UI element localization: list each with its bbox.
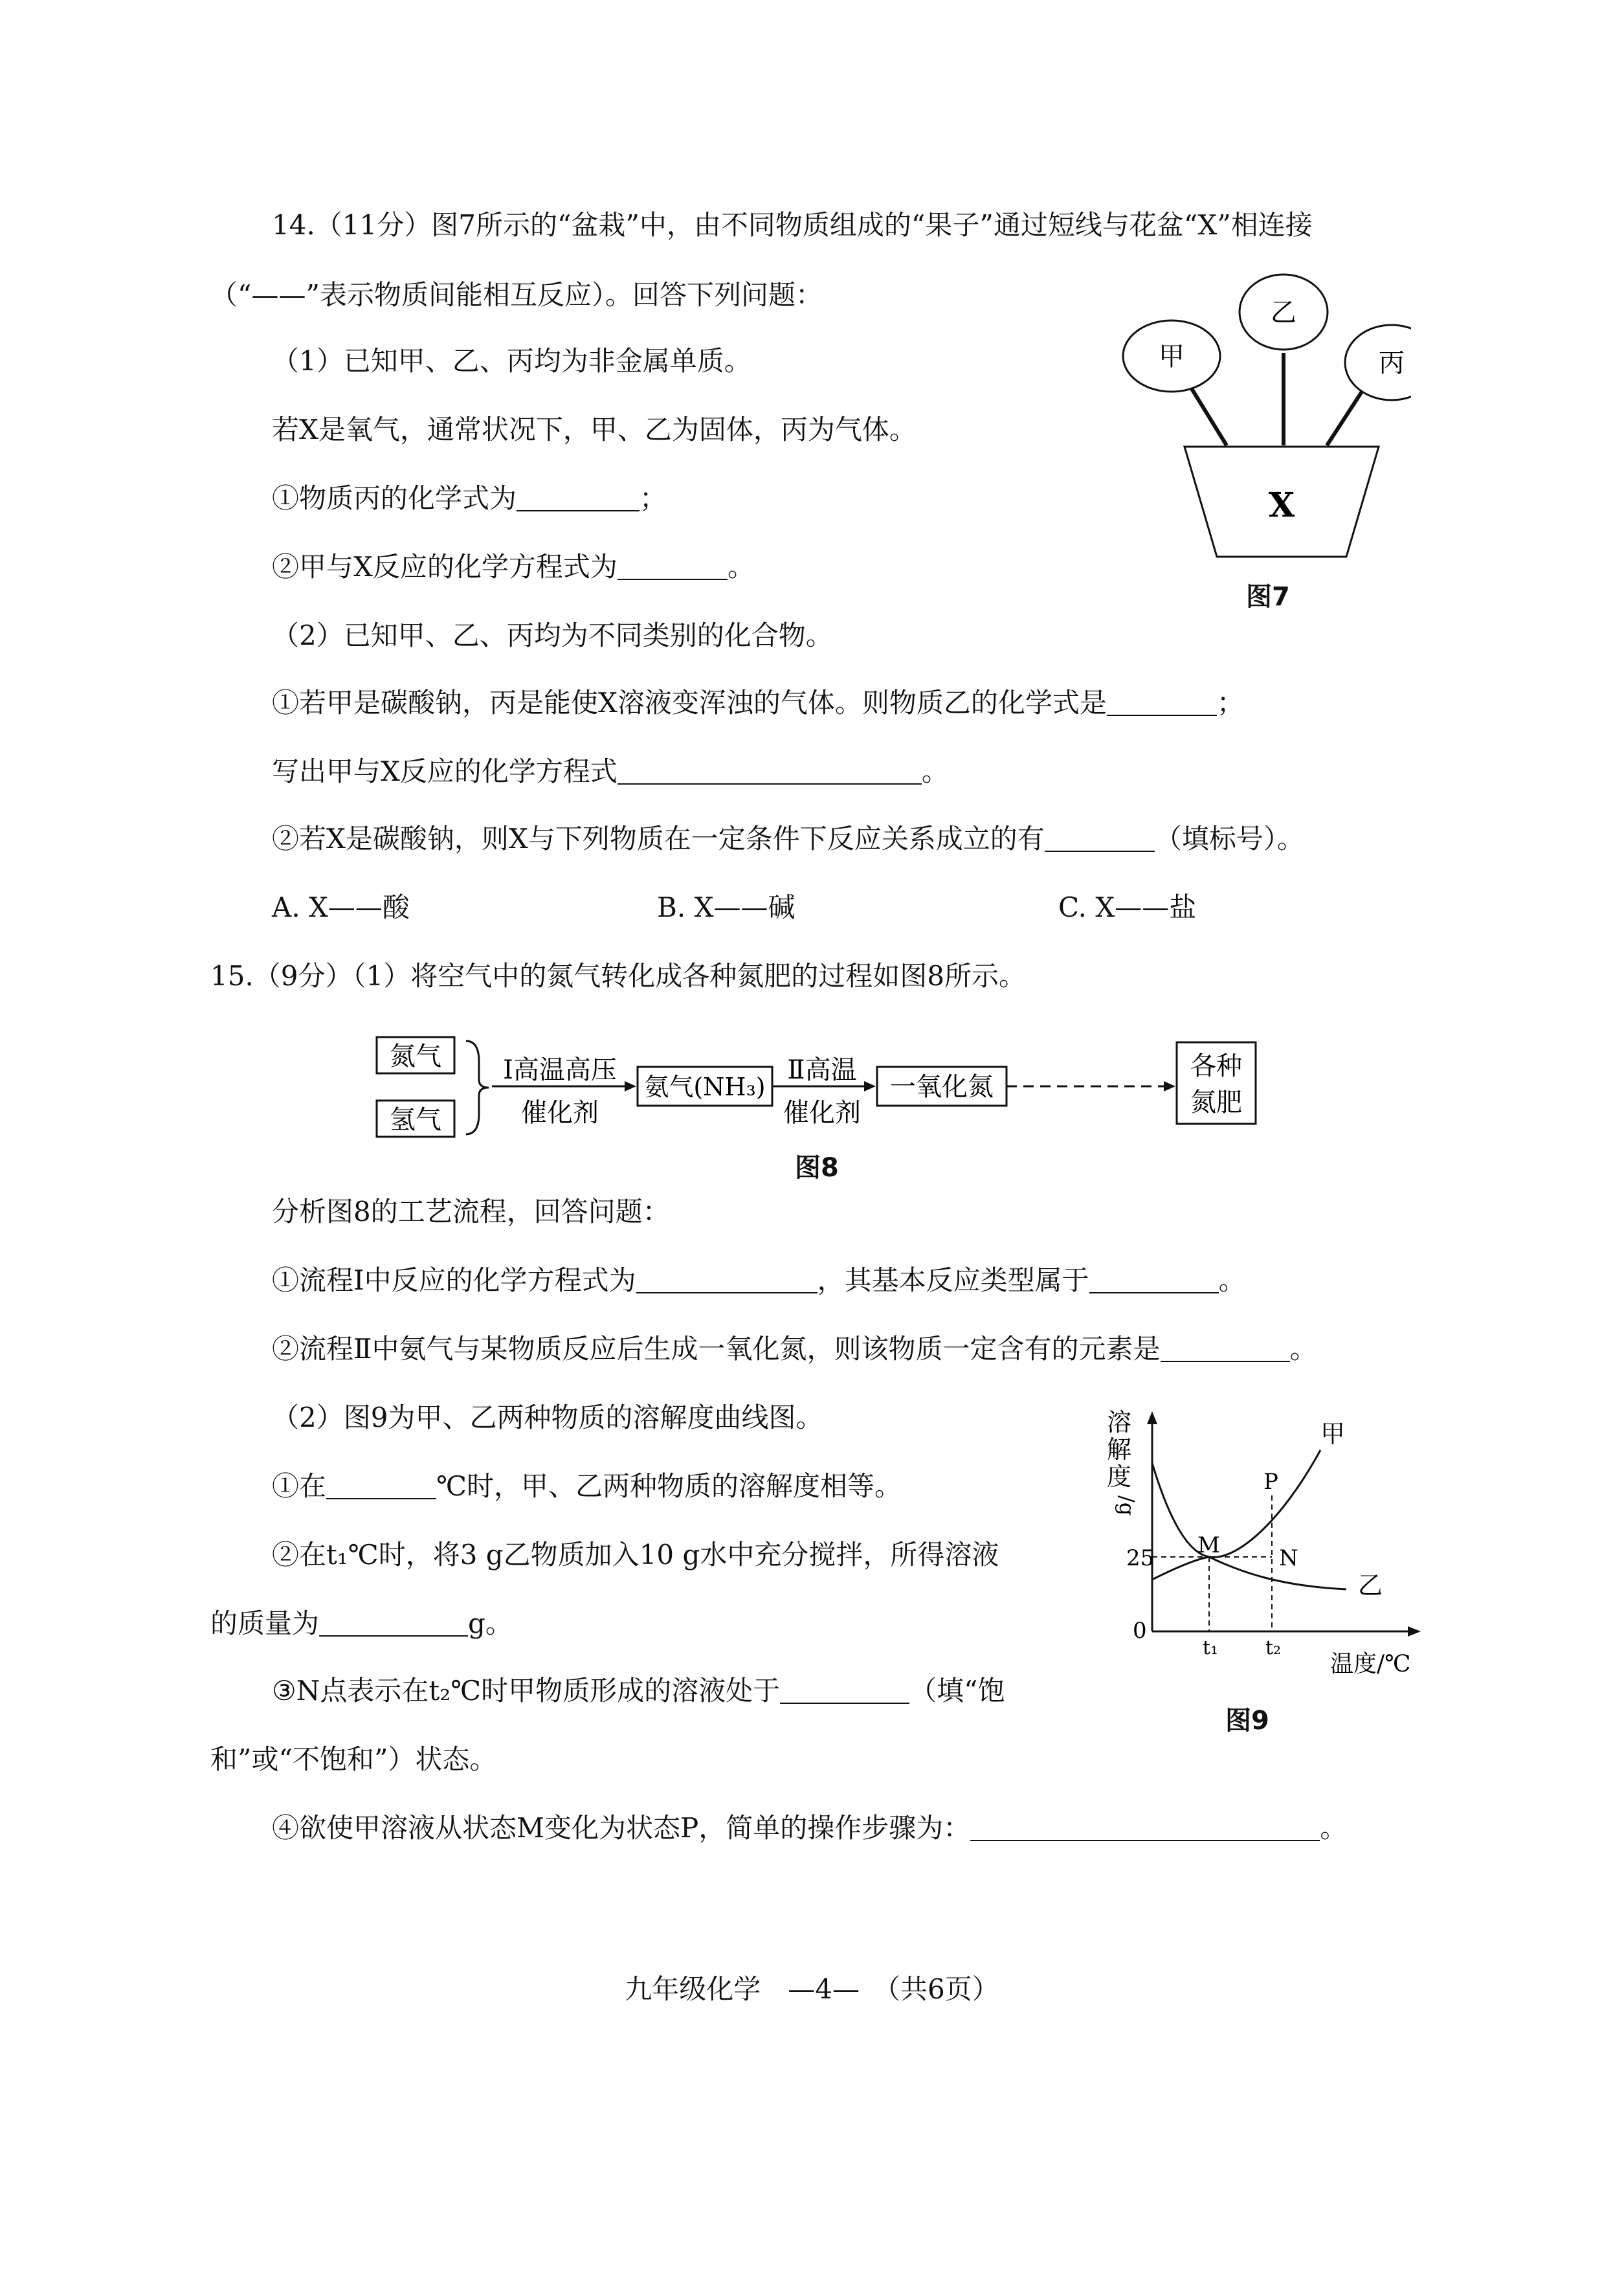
q14-part2-q2 [272, 821, 1304, 857]
q15-part2-q2-cont-end: g。 [468, 1607, 513, 1639]
q15-part2-q1-text: ①在 [272, 1470, 327, 1502]
page-footer: 九年级化学 —4— （共6页） [625, 1973, 999, 2005]
curve-jia [1152, 1450, 1320, 1558]
arrowhead [625, 1081, 636, 1091]
answer-blank[interactable] [517, 484, 640, 511]
q15-q1-text: ①流程Ⅰ中反应的化学方程式为 [272, 1264, 636, 1296]
q14-part1-q2 [272, 549, 755, 585]
point-label-p: P [1263, 1469, 1278, 1495]
q15-part2-q3 [272, 1673, 1005, 1709]
figure9-solubility-chart [1087, 1392, 1450, 1677]
q14-line2: （“——”表示物质间能相互反应）。回答下列问题： [210, 279, 823, 311]
label-hydrogen: 氢气 [390, 1105, 441, 1135]
fruit-yi-label: 乙 [1271, 298, 1296, 328]
x-tick-t2: t₂ [1265, 1637, 1282, 1659]
x-tick-t1: t₁ [1203, 1637, 1219, 1659]
x-axis-label: 温度/℃ [1330, 1651, 1411, 1677]
q15-part2-q4 [272, 1810, 1347, 1846]
q14-part1-intro: （1）已知甲、乙、丙均为非金属单质。 [272, 345, 751, 377]
label-fertilizer-line1: 各种 [1190, 1051, 1242, 1081]
q15-part2-q4-end: 。 [1320, 1812, 1348, 1844]
q15-q2 [272, 1331, 1317, 1367]
label-step2-condition: Ⅱ高温 [787, 1055, 857, 1085]
q15-part2-q3-cont: 和”或“不饱和”）状态。 [210, 1743, 497, 1775]
label-step1-condition: Ⅰ高温高压 [503, 1055, 617, 1085]
q15-part2-q1 [272, 1468, 902, 1504]
q15-part2-intro: （2）图9为甲、乙两种物质的溶解度曲线图。 [272, 1402, 823, 1433]
series-label-yi: 乙 [1358, 1571, 1383, 1600]
q14-part2-q1-text: ①若甲是碳酸钠，丙是能使X溶液变浑浊的气体。则物质乙的化学式是 [272, 687, 1107, 719]
point-label-n: N [1279, 1545, 1298, 1571]
q14-part1-q1-end: ； [640, 482, 667, 514]
q14-line1: 14.（11分）图7所示的“盆栽”中，由不同物质组成的“果子”通过短线与花盆“X”相连接 [272, 209, 1313, 241]
answer-blank[interactable] [1045, 825, 1155, 852]
y-tick-25: 25 [1126, 1545, 1155, 1571]
q14-part1-q1 [272, 480, 667, 517]
label-nitrogen: 氮气 [390, 1042, 441, 1071]
answer-blank[interactable] [326, 1472, 436, 1499]
answer-blank[interactable] [970, 1814, 1320, 1841]
q14-part1-q2-text: ②甲与X反应的化学方程式为 [272, 551, 617, 583]
fruit-bing-label: 丙 [1379, 348, 1405, 378]
option-c: C. X——盐 [1058, 891, 1197, 923]
q14-part2-q1 [272, 685, 1244, 721]
q14-part2-q2-end: （填标号）。 [1154, 823, 1304, 855]
arrowhead [1164, 1081, 1175, 1091]
option-a: A. X——酸 [272, 891, 410, 923]
answer-blank[interactable] [1089, 1266, 1219, 1293]
q15-q1-end: 。 [1218, 1264, 1246, 1296]
figure7-caption: 图7 [1246, 582, 1290, 612]
answer-blank[interactable] [780, 1677, 909, 1704]
label-nitric-oxide: 一氧化氮 [890, 1072, 994, 1102]
q15-part2-q2: ②在t₁℃时，将3 g乙物质加入10 g水中充分搅拌，所得溶液 [272, 1539, 999, 1571]
x-axis-arrowhead [1408, 1626, 1421, 1637]
figure9-caption: 图9 [1225, 1706, 1269, 1736]
q15-line1: 15.（9分）（1）将空气中的氮气转化成各种氮肥的过程如图8所示。 [210, 960, 1026, 992]
y-label-char: 度 [1107, 1462, 1132, 1491]
option-b: B. X——碱 [657, 891, 795, 923]
fruit-jia-label: 甲 [1159, 342, 1185, 372]
answer-blank[interactable] [636, 1266, 818, 1293]
point-label-m: M [1197, 1532, 1220, 1558]
answer-blank[interactable] [617, 553, 728, 580]
y-label-char: 溶 [1107, 1408, 1132, 1437]
series-label-jia: 甲 [1320, 1420, 1346, 1448]
label-ammonia: 氨气(NH₃) [644, 1073, 766, 1101]
y-label-char: 解 [1107, 1435, 1132, 1464]
q14-part2-q1-cont [272, 754, 949, 790]
q15-part2-q1-end: ℃时，甲、乙两种物质的溶解度相等。 [436, 1470, 902, 1502]
figure8-flowchart [375, 1029, 1282, 1159]
q14-part1-q1-text: ①物质丙的化学式为 [272, 482, 517, 514]
q15-q1 [272, 1262, 1246, 1299]
answer-blank[interactable] [319, 1609, 468, 1637]
curve-yi [1152, 1557, 1346, 1589]
answer-blank[interactable] [1107, 689, 1217, 716]
q15-part2-q3-text: ③N点表示在t₂℃时甲物质形成的溶液处于 [272, 1675, 781, 1706]
label-fertilizer-line2: 氮肥 [1190, 1088, 1242, 1117]
figure7-diagram [1100, 272, 1411, 583]
q14-part1-condition: 若X是氧气，通常状况下，甲、乙为固体，丙为气体。 [272, 414, 917, 445]
q14-part2-q1-end: ； [1216, 687, 1244, 719]
q15-q2-text: ②流程Ⅱ中氨气与某物质反应后生成一氧化氮，则该物质一定含有的元素是 [272, 1333, 1161, 1365]
q15-q1-mid: ，其基本反应类型属于 [817, 1264, 1089, 1296]
figure8-caption: 图8 [795, 1153, 839, 1183]
q14-part2-q2-text: ②若X是碳酸钠，则X与下列物质在一定条件下反应关系成立的有 [272, 823, 1045, 855]
label-step1-catalyst: 催化剂 [521, 1098, 599, 1128]
origin-label: 0 [1133, 1618, 1147, 1644]
q14-part2-q1-cont-text: 写出甲与X反应的化学方程式 [272, 755, 617, 787]
arrowhead [864, 1081, 876, 1091]
merge-brace [466, 1041, 489, 1134]
q14-part2-intro: （2）已知甲、乙、丙均为不同类别的化合物。 [272, 620, 833, 651]
q15-analysis: 分析图8的工艺流程，回答问题： [272, 1196, 670, 1227]
answer-blank[interactable] [1161, 1335, 1290, 1362]
q15-part2-q3-end: （填“饱 [909, 1675, 1005, 1706]
q15-q2-end: 。 [1289, 1333, 1317, 1365]
answer-blank[interactable] [617, 757, 922, 785]
q15-part2-q4-text: ④欲使甲溶液从状态M变化为状态P，简单的操作步骤为： [272, 1812, 971, 1844]
q14-part2-q1-cont-end: 。 [921, 755, 949, 787]
q15-part2-q2-cont [210, 1605, 513, 1642]
q15-part2-q2-cont-text: 的质量为 [210, 1607, 320, 1639]
pot-label: X [1268, 486, 1295, 525]
y-axis-arrowhead [1147, 1411, 1157, 1424]
q14-part1-q2-end: 。 [727, 551, 755, 583]
y-unit: /g [1115, 1495, 1139, 1516]
label-step2-catalyst: 催化剂 [783, 1098, 861, 1128]
